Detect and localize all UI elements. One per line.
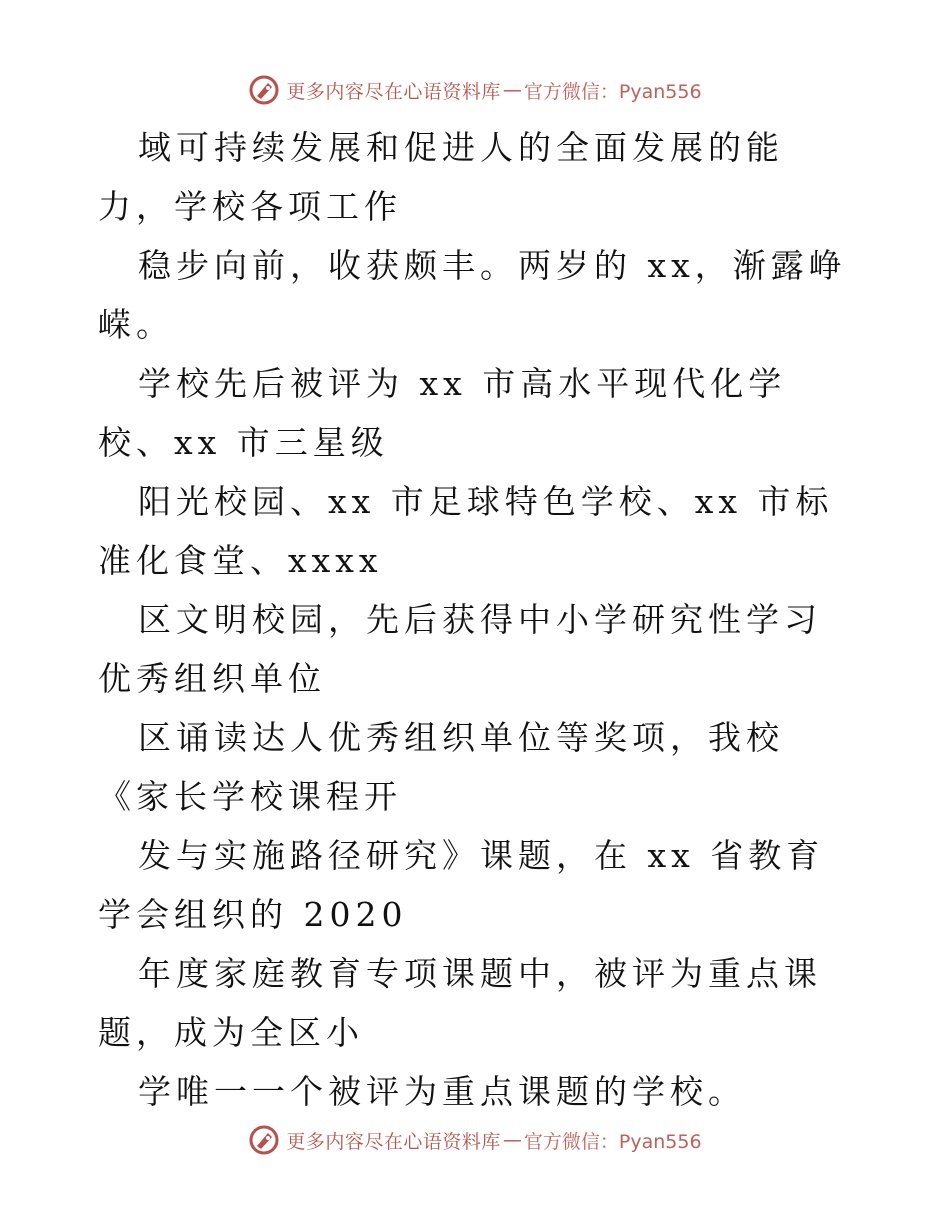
pen-nib-logo-icon [248,74,280,106]
banner-wechat: 官方微信：Pyan556 [523,80,702,103]
paragraph: 学唯一一个被评为重点课题的学校。 [138,1072,746,1111]
header-banner [0,70,950,110]
paragraph: 阳光校园、xx 市足球特色学校、xx 市标准化食堂、xxxx [98,482,834,580]
banner-text: 更多内容尽在心语资料库 [286,1130,501,1153]
banner-wechat: 官方微信：Pyan556 [523,1130,702,1153]
footer-banner [0,1120,950,1160]
paragraph: 区诵读达人优秀组织单位等奖项，我校《家长学校课程开 [98,718,784,816]
banner-text: 更多内容尽在心语资料库 [286,80,501,103]
document-body [98,118,858,1121]
banner-separator: — [502,1129,522,1151]
pen-nib-logo-icon [248,1124,280,1156]
paragraph: 区文明校园，先后获得中小学研究性学习优秀组织单位 [98,600,822,698]
banner-separator: — [502,79,522,101]
paragraph: 学校先后被评为 xx 市高水平现代化学校、xx 市三星级 [98,364,787,462]
paragraph: 发与实施路径研究》课题，在 xx 省教育学会组织的 2020 [98,836,825,934]
paragraph: 域可持续发展和促进人的全面发展的能力，学校各项工作 [98,128,784,226]
paragraph: 年度家庭教育专项课题中，被评为重点课题，成为全区小 [98,954,822,1052]
paragraph: 稳步向前，收获颇丰。两岁的 xx，渐露峥嵘。 [98,246,847,344]
